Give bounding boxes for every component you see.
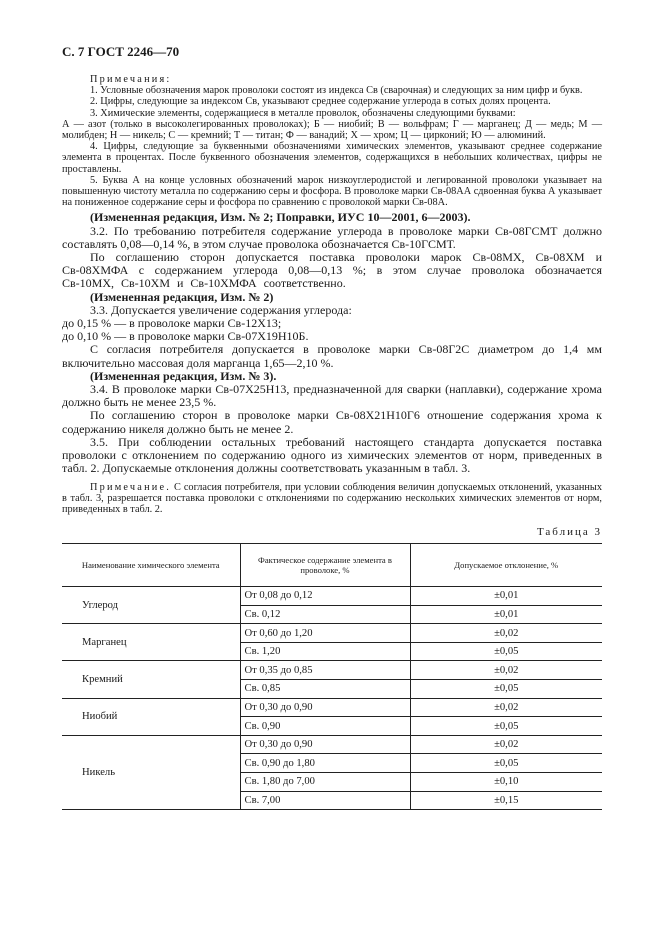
range-cell: Св. 1,80 до 7,00 (240, 773, 410, 792)
note-item: А — азот (только в высоколегированных проволоках); Б — ниобий; В — вольфрам; Г — марганец; Д — медь; М — молибден; Н — никель; С — кремний; Т — титан; Ф — ванадий; Х — хром; Ц — цирконий; Ю — алюминий. (62, 118, 602, 142)
paragraph: 3.5. При соблюдении остальных требований настоящего стандарта допускается поставка проволоки с отклонением по содержанию одного из химических элементов от норм, приведенных в табл. 2. Допускаемые отклонения должны соответствовать указанным в табл. 3. (62, 434, 602, 476)
note-item: 4. Цифры, следующие за буквенными обозначениями химических элементов, указывают среднее содержание элемента в процентах. После буквенного обозначения элементов, содержащихся в небольших количествах, цифры не проставлены. (62, 141, 602, 175)
element-cell: Углерод (62, 587, 240, 624)
amendment-note: (Измененная редакция, Изм. № 2) (90, 289, 274, 304)
range-cell: От 0,35 до 0,85 (240, 661, 410, 680)
amendment-note: (Измененная редакция, Изм. № 2; Поправки, ИУС 10—2001, 6—2003). (90, 210, 471, 225)
column-header: Фактическое содержание элемента в проволоке, % (240, 544, 410, 587)
paragraph: 3.3. Допускается увеличение содержания углерода: (90, 302, 352, 317)
deviation-table (62, 543, 602, 810)
paragraph: 3.4. В проволоке марки Св-07Х25Н13, предназначенной для сварки (наплавки), содержание хрома должно быть не менее 23,5 %. (62, 382, 602, 410)
range-cell: Св. 0,85 (240, 680, 410, 699)
element-cell: Ниобий (62, 698, 240, 735)
deviation-cell: ±0,05 (410, 717, 602, 736)
range-cell: Св. 7,00 (240, 791, 410, 810)
amendment-note: (Измененная редакция, Изм. № 3). (90, 368, 277, 383)
element-cell: Никель (62, 735, 240, 809)
element-cell: Марганец (62, 624, 240, 661)
paragraph: до 0,10 % — в проволоке марки Св-07Х19Н10Б. (62, 329, 309, 344)
deviation-cell: ±0,05 (410, 642, 602, 661)
table-row (62, 587, 602, 606)
deviation-cell: ±0,10 (410, 773, 602, 792)
table-header-row (62, 544, 602, 587)
range-cell: Св. 0,90 до 1,80 (240, 754, 410, 773)
deviation-cell: ±0,02 (410, 698, 602, 717)
table-row (62, 735, 602, 754)
range-cell: Св. 0,90 (240, 717, 410, 736)
document-page (62, 44, 602, 810)
deviation-cell: ±0,05 (410, 680, 602, 699)
paragraph: до 0,15 % — в проволоке марки Св-12Х13; (62, 316, 282, 331)
deviation-cell: ±0,02 (410, 624, 602, 643)
main-text (62, 211, 602, 475)
note-2-text: С согласия потребителя, при условии соблюдения величин допускаемых отклонений, указанных в табл. 3, разрешается поставка проволоки с отклонениями по содержанию нескольких химических элементов от норм, приведенных в табл. 2. (62, 481, 602, 515)
note-2-label: Примечание. (90, 481, 172, 493)
table-caption: Таблица 3 (536, 526, 602, 539)
deviation-cell: ±0,15 (410, 791, 602, 810)
range-cell: От 0,08 до 0,12 (240, 587, 410, 606)
range-cell: От 0,30 до 0,90 (240, 698, 410, 717)
table-row (62, 698, 602, 717)
page-header: С. 7 ГОСТ 2246—70 (62, 44, 180, 59)
notes-title: Примечания: (90, 74, 172, 85)
element-cell: Кремний (62, 661, 240, 698)
paragraph: По соглашению сторон допускается поставка проволоки марок Св-08МХ, Св-08ХМ и Св-08ХМФА с содержанием углерода 0,08—0,13 %; в этом случае проволока обозначается Св-10МХ, Св-10ХМ и Св-10ХМФА соответственно. (62, 250, 602, 291)
column-header: Допускаемое отклонение, % (410, 544, 602, 587)
column-header: Наименование химического элемента (62, 544, 240, 587)
range-cell: Св. 0,12 (240, 605, 410, 624)
notes-block (62, 74, 602, 208)
table-row (62, 624, 602, 643)
deviation-cell: ±0,01 (410, 605, 602, 624)
deviation-cell: ±0,05 (410, 754, 602, 773)
range-cell: От 0,60 до 1,20 (240, 624, 410, 643)
note-item: 3. Химические элементы, содержащиеся в металле проволок, обозначены следующими буквами: (90, 107, 516, 119)
paragraph: С согласия потребителя допускается в проволоке марки Св-08Г2С диаметром до 1,4 мм включительно массовая доля марганца 1,65—2,10 %. (62, 342, 602, 370)
note-item: 5. Буква А на конце условных обозначений марок низкоуглеродистой и легированной проволоки указывает на повышенную чистоту металла по содержанию серы и фосфора. В проволоке марки Св-08АА сдвоенная буква А указывает на пониженное содержание серы и фосфора по сравнению с проволокой марки Св-08А. (62, 174, 602, 209)
deviation-cell: ±0,01 (410, 587, 602, 606)
paragraph: По соглашению сторон в проволоке марки Св-08Х21Н10Г6 отношение содержания хрома к содержанию никеля должно быть не менее 2. (62, 408, 602, 436)
note-2 (62, 482, 602, 516)
paragraph: 3.2. По требованию потребителя содержание углерода в проволоке марки Св-08ГСМТ должно составлять 0,08—0,14 %, в этом случае проволока обозначается Св-10ГСМТ. (62, 223, 602, 251)
range-cell: Св. 1,20 (240, 642, 410, 661)
note-item: 2. Цифры, следующие за индексом Св, указывают среднее содержание углерода в сотых долях процента. (90, 96, 551, 108)
deviation-cell: ±0,02 (410, 661, 602, 680)
range-cell: От 0,30 до 0,90 (240, 735, 410, 754)
table-row (62, 661, 602, 680)
deviation-cell: ±0,02 (410, 735, 602, 754)
note-item: 1. Условные обозначения марок проволоки состоят из индекса Св (сварочная) и следующих за ним цифр и букв. (90, 85, 583, 97)
